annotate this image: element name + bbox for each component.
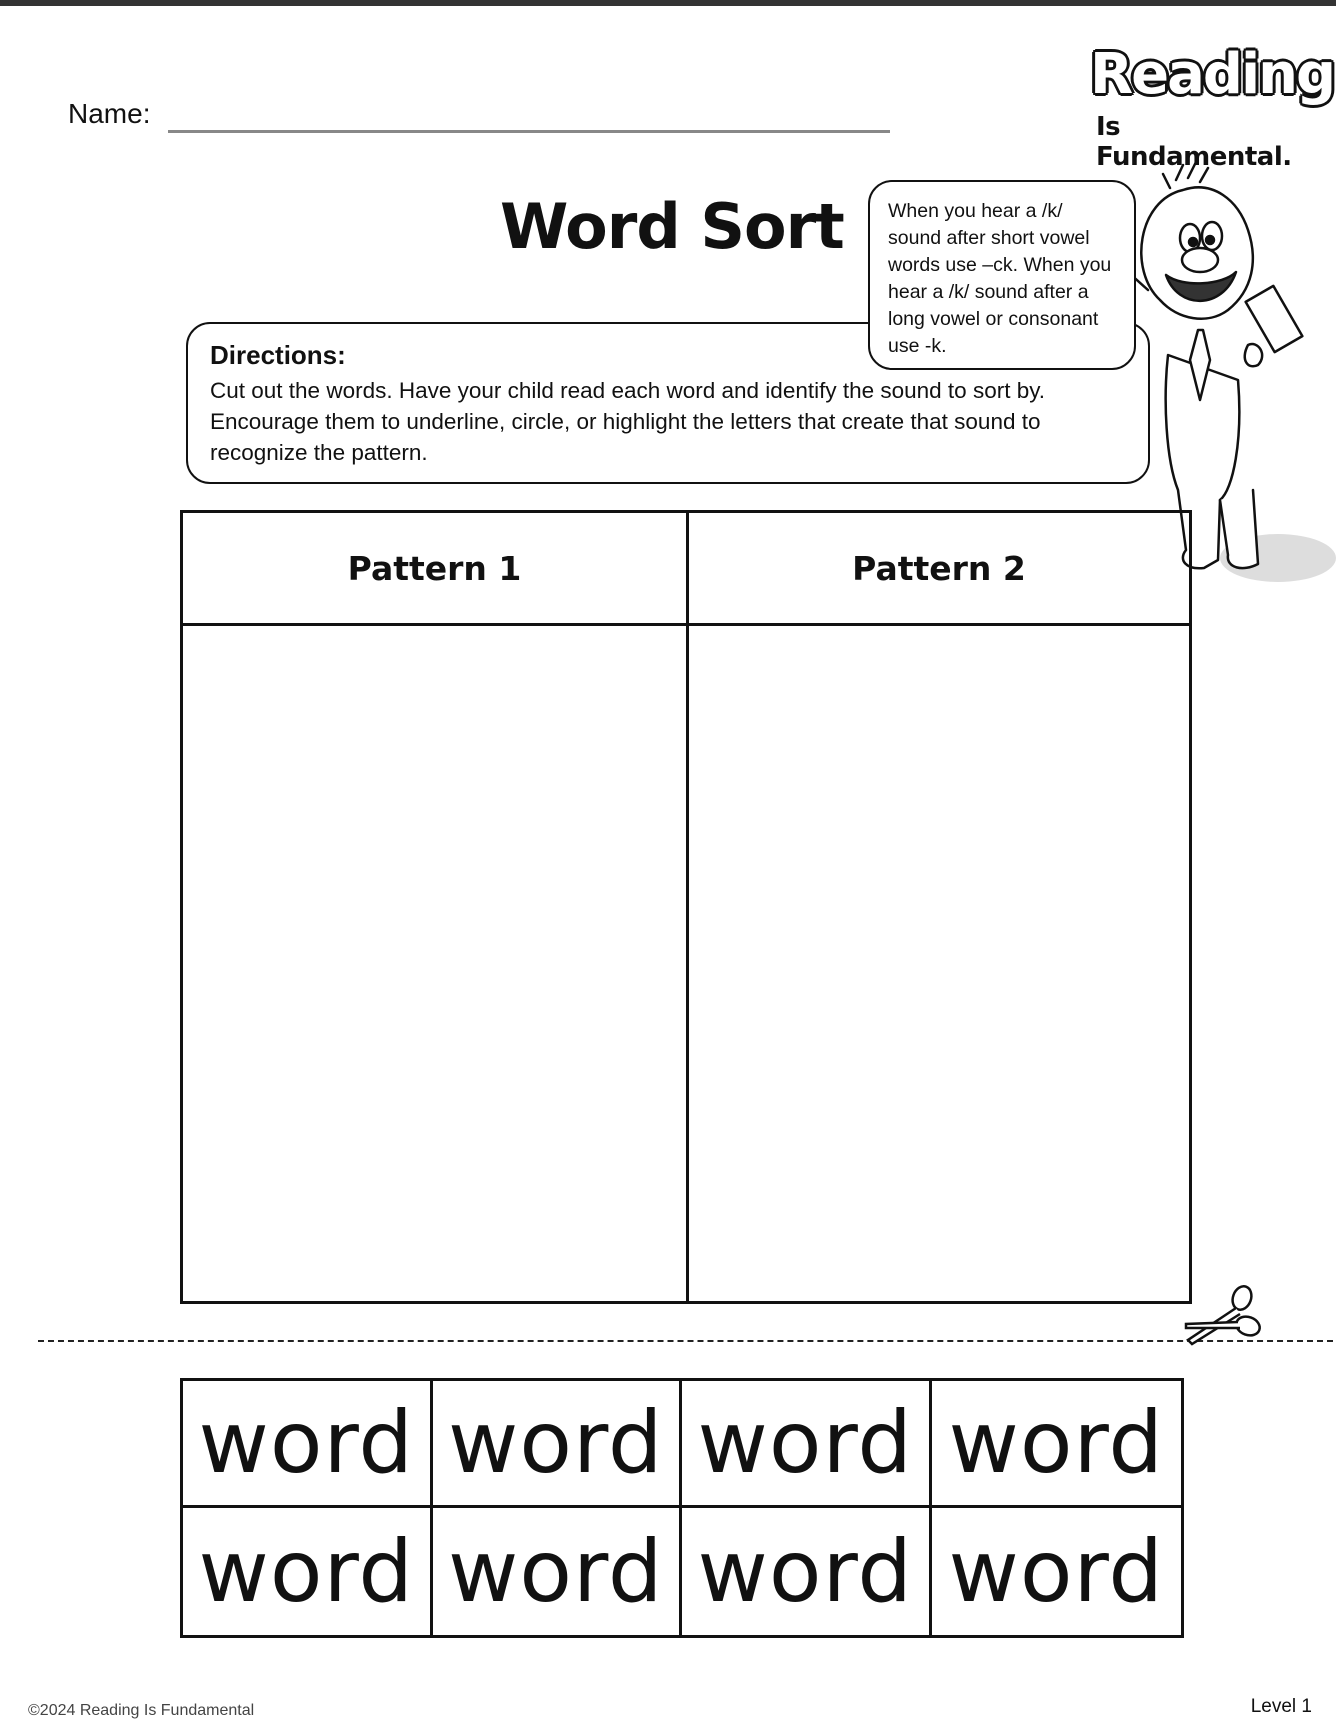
word-card: word (183, 1381, 433, 1508)
name-label: Name: (68, 98, 151, 129)
reading-is-fundamental-logo (1082, 42, 1335, 172)
word-card: word (682, 1381, 932, 1508)
pattern-2-column (686, 513, 1189, 1301)
word-card: word (682, 1508, 932, 1635)
logo-sub-text: Is Fundamental. (1096, 112, 1292, 172)
scissors-icon (1182, 1280, 1262, 1350)
copyright-text: ©2024 Reading Is Fundamental (28, 1702, 255, 1719)
directions-text: Cut out the words. Have your child read each word and identify the sound to sort by. Encourage them to underline, circle, or highlight the letters that create that sound to recognize the pattern. (210, 378, 1046, 465)
directions-heading: Directions: (210, 340, 346, 370)
word-card: word (433, 1508, 683, 1635)
pattern-2-drop-area (689, 626, 1189, 1301)
pattern-1-column (183, 513, 686, 1301)
word-cards-grid (180, 1378, 1184, 1638)
pattern-1-drop-area (183, 626, 686, 1301)
word-card: word (948, 1521, 1164, 1622)
word-card: word (183, 1508, 433, 1635)
sort-table (180, 510, 1192, 1304)
level-label: Level 1 (1250, 1696, 1312, 1717)
pattern-1-header: Pattern 1 (183, 513, 686, 626)
word-card: word (932, 1381, 1182, 1508)
pattern-2-header: Pattern 2 (689, 513, 1189, 626)
word-card: word (433, 1381, 683, 1508)
page-title: Word Sort (500, 190, 844, 263)
name-line (168, 130, 890, 133)
tip-speech-bubble: When you hear a /k/ sound after short vowel words use –ck. When you hear a /k/ sound after a long vowel or consonant use -k. (868, 180, 1136, 370)
logo-main-text: Reading (1090, 42, 1335, 107)
top-border (0, 0, 1336, 6)
cut-line (38, 1340, 1333, 1342)
